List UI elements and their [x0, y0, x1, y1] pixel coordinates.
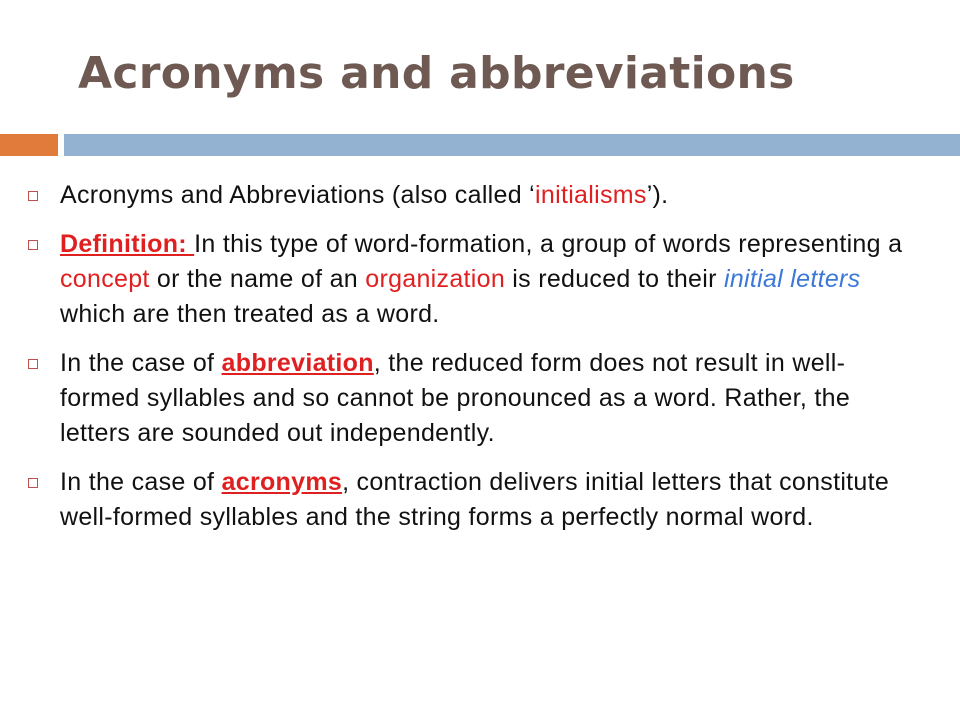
bullet-text: , contraction delivers initial letters that constitute well-formed syllables and the string forms a perfectly normal word.: [60, 468, 890, 531]
bullet-text: In the case of: [60, 349, 222, 377]
highlight-initial-letters: initial letters: [723, 265, 861, 293]
term-acronyms: acronyms: [221, 468, 343, 496]
highlight-organization: organization: [365, 265, 506, 293]
highlight-initialisms: initialisms: [535, 181, 647, 209]
bullet-text: or the name of an: [149, 265, 366, 293]
square-bullet-icon: [28, 478, 38, 488]
bullet-item-initialisms: [24, 178, 924, 213]
bullet-text: In this type of word-formation, a group of words representing a: [194, 230, 903, 258]
bullet-list: [24, 178, 924, 549]
bullet-text: Acronyms and Abbreviations (also called ‘: [60, 181, 536, 209]
term-definition: Definition:: [60, 230, 195, 258]
square-bullet-icon: [28, 359, 38, 369]
term-abbreviation: abbreviation: [221, 349, 374, 377]
bullet-text: which are then treated as a word.: [60, 300, 440, 328]
square-bullet-icon: [28, 240, 38, 250]
accent-bar-blue: [64, 134, 960, 156]
accent-bar-orange: [0, 134, 58, 156]
bullet-text: In the case of: [60, 468, 222, 496]
square-bullet-icon: [28, 191, 38, 201]
highlight-concept: concept: [60, 265, 150, 293]
bullet-text: ’).: [646, 181, 669, 209]
bullet-item-acronyms: [24, 465, 924, 535]
bullet-item-abbreviation: [24, 346, 924, 451]
bullet-text: , the reduced form does not result in well-formed syllables and so cannot be pronounced as a word. Rather, the letters are sounded out independently.: [60, 349, 851, 447]
bullet-item-definition: [24, 227, 924, 332]
bullet-text: is reduced to their: [505, 265, 724, 293]
slide-title: Acronyms and abbreviations: [78, 48, 795, 99]
